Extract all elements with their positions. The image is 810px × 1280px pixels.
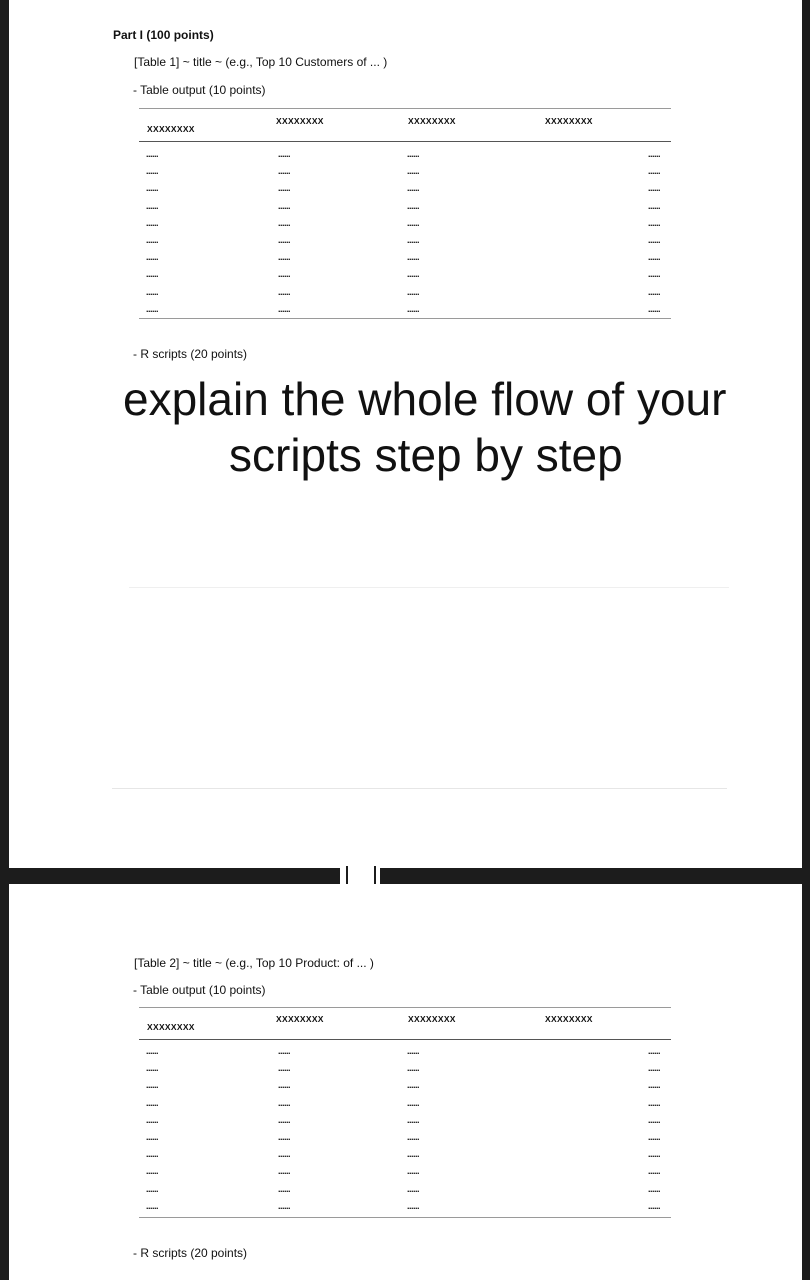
table-cell: ...... xyxy=(407,1115,420,1125)
table-cell: ...... xyxy=(146,287,159,297)
table-cell: ...... xyxy=(407,235,420,245)
table1-column-2 xyxy=(278,150,308,322)
table-cell: ...... xyxy=(278,1115,291,1125)
table-cell: ...... xyxy=(648,1201,661,1211)
table-cell: ...... xyxy=(407,1150,420,1160)
table-cell: ...... xyxy=(648,270,661,280)
table-cell: ...... xyxy=(407,201,420,211)
table-cell: ...... xyxy=(407,1047,420,1056)
table-cell: ...... xyxy=(648,1132,661,1142)
table-cell: ...... xyxy=(278,201,291,211)
table-cell: ...... xyxy=(407,1201,420,1211)
table-cell: ...... xyxy=(648,1167,661,1177)
table-cell: ...... xyxy=(648,1098,661,1108)
table-cell: ...... xyxy=(146,235,159,245)
table-cell: ...... xyxy=(146,1184,159,1194)
table-cell: ...... xyxy=(407,1098,420,1108)
table2-header-1: XXXXXXXX xyxy=(147,1022,195,1032)
table-cell: ...... xyxy=(407,1184,420,1194)
table1-column-4 xyxy=(648,150,678,322)
table1-top-rule xyxy=(139,108,671,109)
table-cell: ...... xyxy=(278,235,291,245)
table-cell: ...... xyxy=(146,1201,159,1211)
table-cell: ...... xyxy=(407,1081,420,1091)
table-cell: ...... xyxy=(146,150,159,159)
table-cell: ...... xyxy=(648,1081,661,1091)
table2-title: [Table 2] ~ title ~ (e.g., Top 10 Product: of ... ) xyxy=(134,956,374,970)
table-cell: ...... xyxy=(146,1081,159,1091)
table-cell: ...... xyxy=(407,270,420,280)
table2-top-rule xyxy=(139,1007,671,1008)
table-cell: ...... xyxy=(648,235,661,245)
table-cell: ...... xyxy=(146,1150,159,1160)
table-cell: ...... xyxy=(146,270,159,280)
table-cell: ...... xyxy=(407,253,420,263)
table-cell: ...... xyxy=(648,1047,661,1056)
table2-header-4: XXXXXXXX xyxy=(545,1014,593,1024)
table-cell: ...... xyxy=(648,1150,661,1160)
table-cell: ...... xyxy=(146,167,159,177)
table-cell: ...... xyxy=(648,1064,661,1074)
table-cell: ...... xyxy=(146,304,159,314)
table2-column-3 xyxy=(407,1047,437,1219)
table-cell: ...... xyxy=(648,150,661,159)
table-cell: ...... xyxy=(648,184,661,194)
table2-header-rule xyxy=(139,1039,671,1040)
table-cell: ...... xyxy=(278,304,291,314)
table-cell: ...... xyxy=(278,1150,291,1160)
table-cell: ...... xyxy=(278,1047,291,1056)
table2-column-4 xyxy=(648,1047,678,1219)
table2-column-2 xyxy=(278,1047,308,1219)
table1-bottom-rule xyxy=(139,318,671,319)
table2-header-3: XXXXXXXX xyxy=(408,1014,456,1024)
table-cell: ...... xyxy=(407,1167,420,1177)
table-cell: ...... xyxy=(278,1132,291,1142)
table-cell: ...... xyxy=(648,167,661,177)
table-cell: ...... xyxy=(648,287,661,297)
table-cell: ...... xyxy=(278,1081,291,1091)
document-page-2 xyxy=(9,884,802,1280)
table-cell: ...... xyxy=(146,253,159,263)
table-cell: ...... xyxy=(648,218,661,228)
table-cell: ...... xyxy=(278,184,291,194)
table-cell: ...... xyxy=(648,1184,661,1194)
table2-output-label: - Table output (10 points) xyxy=(133,983,266,997)
table-cell: ...... xyxy=(278,167,291,177)
table-cell: ...... xyxy=(278,287,291,297)
table-cell: ...... xyxy=(407,1132,420,1142)
table-cell: ...... xyxy=(407,218,420,228)
table-cell: ...... xyxy=(146,1132,159,1142)
table-cell: ...... xyxy=(407,287,420,297)
table-cell: ...... xyxy=(146,1064,159,1074)
overlay-text-line-1: explain the whole flow of your xyxy=(123,373,727,425)
table-cell: ...... xyxy=(278,1167,291,1177)
table-cell: ...... xyxy=(146,184,159,194)
table1-column-3 xyxy=(407,150,437,322)
table-cell: ...... xyxy=(146,218,159,228)
table1-title: [Table 1] ~ title ~ (e.g., Top 10 Customers of ... ) xyxy=(134,55,388,69)
page-footer-rule xyxy=(112,788,727,789)
table2-scripts-label: - R scripts (20 points) xyxy=(133,1246,248,1260)
table1-header-rule xyxy=(139,141,671,142)
table-cell: ...... xyxy=(146,1167,159,1177)
page-gap-marks xyxy=(340,866,380,886)
table-cell: ...... xyxy=(278,270,291,280)
table-cell: ...... xyxy=(278,1201,291,1211)
table-cell: ...... xyxy=(407,304,420,314)
table2-header-2: XXXXXXXX xyxy=(276,1014,324,1024)
part-heading: Part I (100 points) xyxy=(113,28,214,42)
overlay-text-line-2: scripts step by step xyxy=(229,429,623,481)
document-page-1 xyxy=(9,0,802,868)
table1-header-3: XXXXXXXX xyxy=(408,116,456,126)
table1-header-2: XXXXXXXX xyxy=(276,116,324,126)
table-cell: ...... xyxy=(146,1047,159,1056)
table1-header-1: XXXXXXXX xyxy=(147,124,195,134)
table1-header-4: XXXXXXXX xyxy=(545,116,593,126)
table-cell: ...... xyxy=(146,1115,159,1125)
table-cell: ...... xyxy=(407,184,420,194)
table2-column-1 xyxy=(146,1047,176,1219)
table-cell: ...... xyxy=(648,1115,661,1125)
table-cell: ...... xyxy=(278,1064,291,1074)
table-cell: ...... xyxy=(407,1064,420,1074)
table-cell: ...... xyxy=(278,1184,291,1194)
table-cell: ...... xyxy=(648,304,661,314)
faint-artifact-line xyxy=(129,587,729,588)
table-cell: ...... xyxy=(648,253,661,263)
table1-scripts-label: - R scripts (20 points) xyxy=(133,347,248,361)
table-cell: ...... xyxy=(278,253,291,263)
table-cell: ...... xyxy=(146,201,159,211)
table-cell: ...... xyxy=(407,167,420,177)
table1-output-label: - Table output (10 points) xyxy=(133,83,266,97)
table-cell: ...... xyxy=(278,150,291,159)
table1-column-1 xyxy=(146,150,176,322)
table-cell: ...... xyxy=(648,201,661,211)
table-cell: ...... xyxy=(407,150,420,159)
table-cell: ...... xyxy=(278,218,291,228)
table-cell: ...... xyxy=(278,1098,291,1108)
table-cell: ...... xyxy=(146,1098,159,1108)
table2-bottom-rule xyxy=(139,1217,671,1218)
